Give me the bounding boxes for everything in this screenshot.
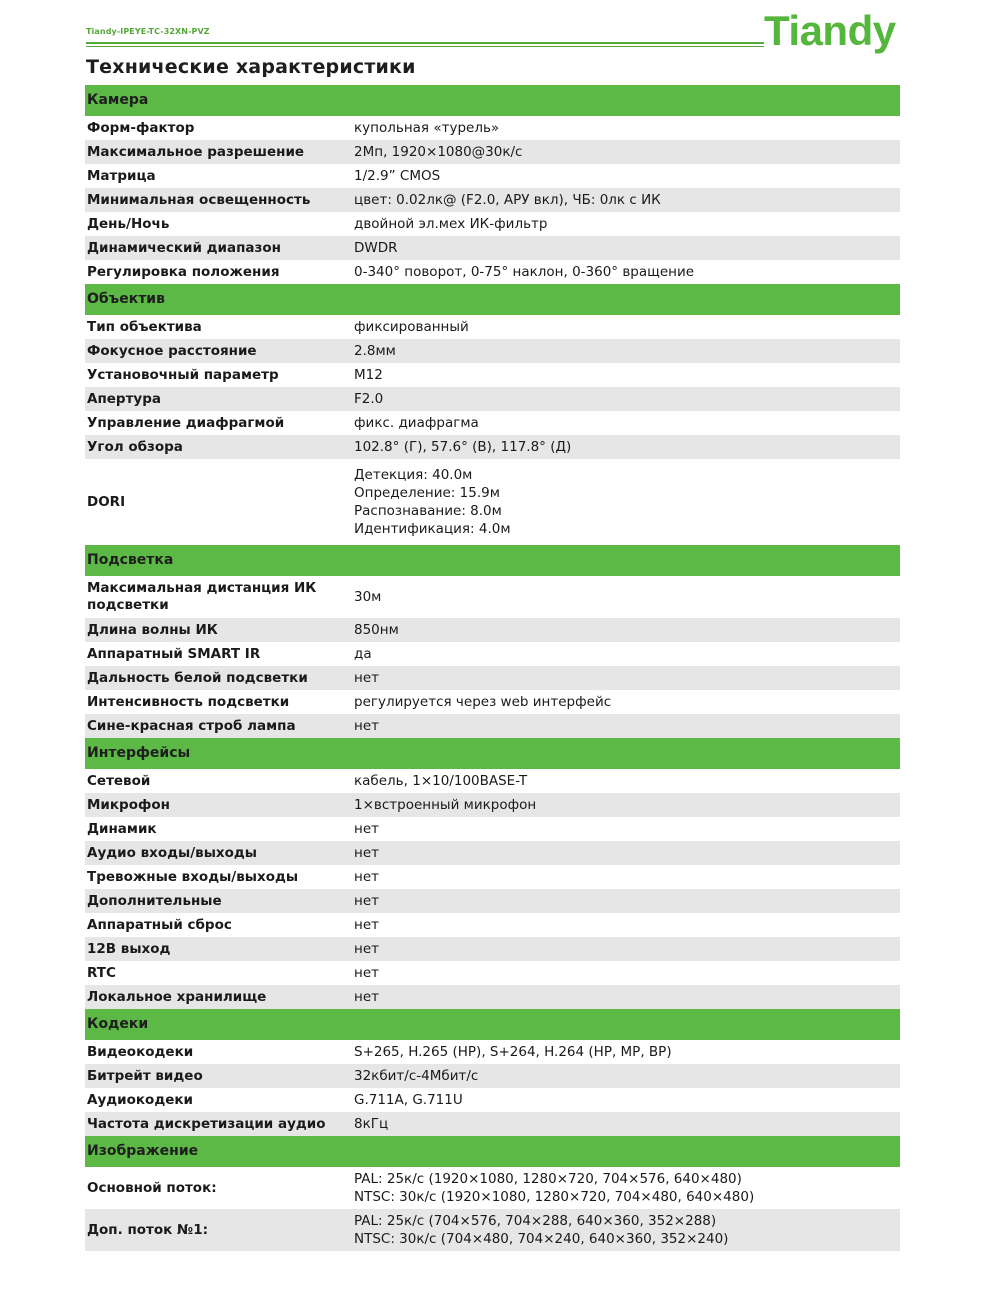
spec-label: Длина волны ИК	[87, 621, 218, 638]
spec-row	[85, 188, 900, 212]
section-header: Объектив	[85, 284, 900, 315]
header-divider	[86, 42, 764, 44]
spec-value	[353, 1170, 900, 1206]
spec-value-line: 0-340° поворот, 0-75° наклон, 0-360° вращение	[354, 264, 695, 280]
spec-value-line: нет	[354, 917, 379, 933]
spec-value	[353, 263, 900, 281]
spec-table	[85, 85, 900, 1251]
spec-value	[353, 143, 900, 161]
spec-label: Регулировка положения	[87, 263, 280, 280]
spec-value-line: 102.8° (Г), 57.6° (В), 117.8° (Д)	[354, 439, 572, 455]
spec-label: Доп. поток №1:	[87, 1221, 209, 1238]
spec-label: DORI	[87, 493, 126, 510]
spec-row	[85, 793, 900, 817]
spec-value-line: 30м	[354, 589, 382, 605]
spec-label: Динамик	[87, 820, 157, 837]
spec-row	[85, 1040, 900, 1064]
spec-row	[85, 769, 900, 793]
spec-row	[85, 387, 900, 411]
spec-row	[85, 841, 900, 865]
spec-value	[353, 438, 900, 456]
spec-value-line: нет	[354, 893, 379, 909]
spec-label: Угол обзора	[87, 438, 183, 455]
spec-value-line: двойной эл.мех ИК-фильтр	[354, 216, 548, 232]
spec-value-line: Идентификация: 4.0м	[354, 521, 511, 537]
section	[85, 545, 900, 738]
spec-value	[353, 1067, 900, 1085]
section-header: Изображение	[85, 1136, 900, 1167]
spec-value	[353, 964, 900, 982]
brand-logo: Tiandy	[764, 7, 896, 54]
page-title: Технические характеристики	[86, 56, 416, 78]
spec-value-line: NTSC: 30к/с (1920×1080, 1280×720, 704×480, 640×480)	[354, 1189, 755, 1205]
spec-value	[353, 772, 900, 790]
spec-value-line: нет	[354, 941, 379, 957]
spec-value-line: цвет: 0.02лк@ (F2.0, АРУ вкл), ЧБ: 0лк с ИК	[354, 192, 661, 208]
spec-label: Матрица	[87, 167, 156, 184]
spec-value-line: нет	[354, 718, 379, 734]
spec-value-line: DWDR	[354, 240, 398, 256]
spec-row	[85, 961, 900, 985]
spec-label: Тип объектива	[87, 318, 202, 335]
spec-label: Сине-красная строб лампа	[87, 717, 296, 734]
spec-value	[353, 796, 900, 814]
spec-label: Основной поток:	[87, 1179, 217, 1196]
spec-label: Частота дискретизации аудио	[87, 1115, 326, 1132]
spec-value-line: 1/2.9” CMOS	[354, 168, 441, 184]
spec-row	[85, 363, 900, 387]
spec-label: Дополнительные	[87, 892, 222, 909]
spec-row	[85, 164, 900, 188]
spec-value-line: М12	[354, 367, 383, 383]
spec-value	[353, 669, 900, 687]
spec-value	[353, 645, 900, 663]
section	[85, 738, 900, 1009]
spec-row	[85, 618, 900, 642]
spec-label: RTC	[87, 964, 116, 981]
spec-row	[85, 690, 900, 714]
spec-row	[85, 435, 900, 459]
section	[85, 85, 900, 284]
spec-value	[353, 988, 900, 1006]
spec-value	[353, 588, 900, 606]
spec-value	[353, 191, 900, 209]
spec-row	[85, 1167, 900, 1209]
spec-label: Аудио входы/выходы	[87, 844, 257, 861]
spec-row	[85, 817, 900, 841]
spec-value-line: PAL: 25к/с (1920×1080, 1280×720, 704×576, 640×480)	[354, 1171, 742, 1187]
spec-label: Управление диафрагмой	[87, 414, 285, 431]
spec-label: Сетевой	[87, 772, 151, 789]
spec-value	[353, 1115, 900, 1133]
spec-label: Дальность белой подсветки	[87, 669, 308, 686]
spec-value	[353, 892, 900, 910]
spec-row	[85, 1088, 900, 1112]
spec-value-line: G.711A, G.711U	[354, 1092, 463, 1108]
spec-row	[85, 666, 900, 690]
spec-label: Битрейт видео	[87, 1067, 203, 1084]
spec-row	[85, 865, 900, 889]
spec-row	[85, 937, 900, 961]
spec-row	[85, 576, 900, 618]
spec-value	[353, 1091, 900, 1109]
spec-row	[85, 260, 900, 284]
spec-row	[85, 913, 900, 937]
spec-value	[353, 868, 900, 886]
spec-value	[353, 466, 900, 538]
section-rows	[85, 1040, 900, 1136]
spec-value-line: нет	[354, 845, 379, 861]
spec-value-line: 1×встроенный микрофон	[354, 797, 537, 813]
header-divider-thin	[86, 46, 764, 47]
section-rows	[85, 315, 900, 545]
section-rows	[85, 1167, 900, 1251]
spec-row	[85, 1064, 900, 1088]
section-rows	[85, 116, 900, 284]
spec-value	[353, 693, 900, 711]
spec-value	[353, 119, 900, 137]
spec-value-line: нет	[354, 989, 379, 1005]
section-rows	[85, 576, 900, 738]
spec-value	[353, 717, 900, 735]
spec-label: Тревожные входы/выходы	[87, 868, 299, 885]
spec-value-line: NTSC: 30к/с (704×480, 704×240, 640×360, 352×240)	[354, 1231, 729, 1247]
spec-value-line: S+265, H.265 (HP), S+264, H.264 (HP, MP, BP)	[354, 1044, 672, 1060]
spec-label: Микрофон	[87, 796, 170, 813]
section-rows	[85, 769, 900, 1009]
spec-value-line: нет	[354, 821, 379, 837]
spec-row	[85, 642, 900, 666]
spec-value	[353, 414, 900, 432]
spec-value	[353, 342, 900, 360]
spec-label: Локальное хранилище	[87, 988, 267, 1005]
spec-label: Аудиокодеки	[87, 1091, 194, 1108]
spec-value	[353, 239, 900, 257]
spec-row	[85, 315, 900, 339]
spec-value-line: Определение: 15.9м	[354, 485, 500, 501]
spec-row	[85, 140, 900, 164]
spec-label: Установочный параметр	[87, 366, 279, 383]
spec-value	[353, 366, 900, 384]
spec-value-line: фиксированный	[354, 319, 469, 335]
spec-row	[85, 889, 900, 913]
spec-value-line: Детекция: 40.0м	[354, 467, 473, 483]
spec-value-line: 2.8мм	[354, 343, 396, 359]
spec-label: 12В выход	[87, 940, 171, 957]
spec-value-line: 2Мп, 1920×1080@30к/с	[354, 144, 523, 160]
spec-value-line: 32кбит/с-4Мбит/с	[354, 1068, 479, 1084]
spec-value-line: фикс. диафрагма	[354, 415, 479, 431]
section	[85, 1009, 900, 1136]
spec-row	[85, 714, 900, 738]
spec-value	[353, 621, 900, 639]
spec-value-line: нет	[354, 965, 379, 981]
spec-value	[353, 215, 900, 233]
spec-row	[85, 1209, 900, 1251]
section-header: Интерфейсы	[85, 738, 900, 769]
model-name: Tiandy-IPEYE-TC-32XN-PVZ	[86, 27, 210, 36]
spec-row	[85, 339, 900, 363]
spec-value-line: 8кГц	[354, 1116, 389, 1132]
spec-row	[85, 236, 900, 260]
spec-value-line: F2.0	[354, 391, 384, 407]
spec-label: Интенсивность подсветки	[87, 693, 290, 710]
spec-value-line: купольная «турель»	[354, 120, 500, 136]
spec-label: Аппаратный SMART IR	[87, 645, 261, 662]
spec-value-line: 850нм	[354, 622, 399, 638]
spec-value	[353, 1212, 900, 1248]
spec-label: Максимальное разрешение	[87, 143, 305, 160]
spec-value-line: PAL: 25к/с (704×576, 704×288, 640×360, 352×288)	[354, 1213, 717, 1229]
spec-value-line: да	[354, 646, 372, 662]
spec-label: Аппаратный сброс	[87, 916, 232, 933]
spec-label: Видеокодеки	[87, 1043, 194, 1060]
spec-value	[353, 1043, 900, 1061]
spec-row	[85, 411, 900, 435]
spec-value-line: регулируется через web интерфейс	[354, 694, 612, 710]
spec-label: День/Ночь	[87, 215, 170, 232]
spec-row	[85, 985, 900, 1009]
spec-label: Апертура	[87, 390, 161, 407]
spec-label: Минимальная освещенность	[87, 191, 311, 208]
spec-value	[353, 940, 900, 958]
spec-value	[353, 167, 900, 185]
spec-value	[353, 844, 900, 862]
section	[85, 1136, 900, 1251]
spec-value-line: нет	[354, 869, 379, 885]
spec-row	[85, 1112, 900, 1136]
spec-row	[85, 116, 900, 140]
spec-value-line: Распознавание: 8.0м	[354, 503, 502, 519]
spec-label: Фокусное расстояние	[87, 342, 257, 359]
spec-row	[85, 459, 900, 545]
spec-value	[353, 390, 900, 408]
spec-row	[85, 212, 900, 236]
spec-value-line: кабель, 1×10/100BASE-T	[354, 773, 528, 789]
spec-value-line: нет	[354, 670, 379, 686]
spec-value	[353, 318, 900, 336]
section-header: Камера	[85, 85, 900, 116]
spec-value	[353, 916, 900, 934]
spec-label: Максимальная дистанция ИК подсветки	[87, 580, 317, 613]
section-header: Кодеки	[85, 1009, 900, 1040]
section	[85, 284, 900, 545]
spec-label: Форм-фактор	[87, 119, 195, 136]
section-header: Подсветка	[85, 545, 900, 576]
spec-value	[353, 820, 900, 838]
spec-label: Динамический диапазон	[87, 239, 281, 256]
